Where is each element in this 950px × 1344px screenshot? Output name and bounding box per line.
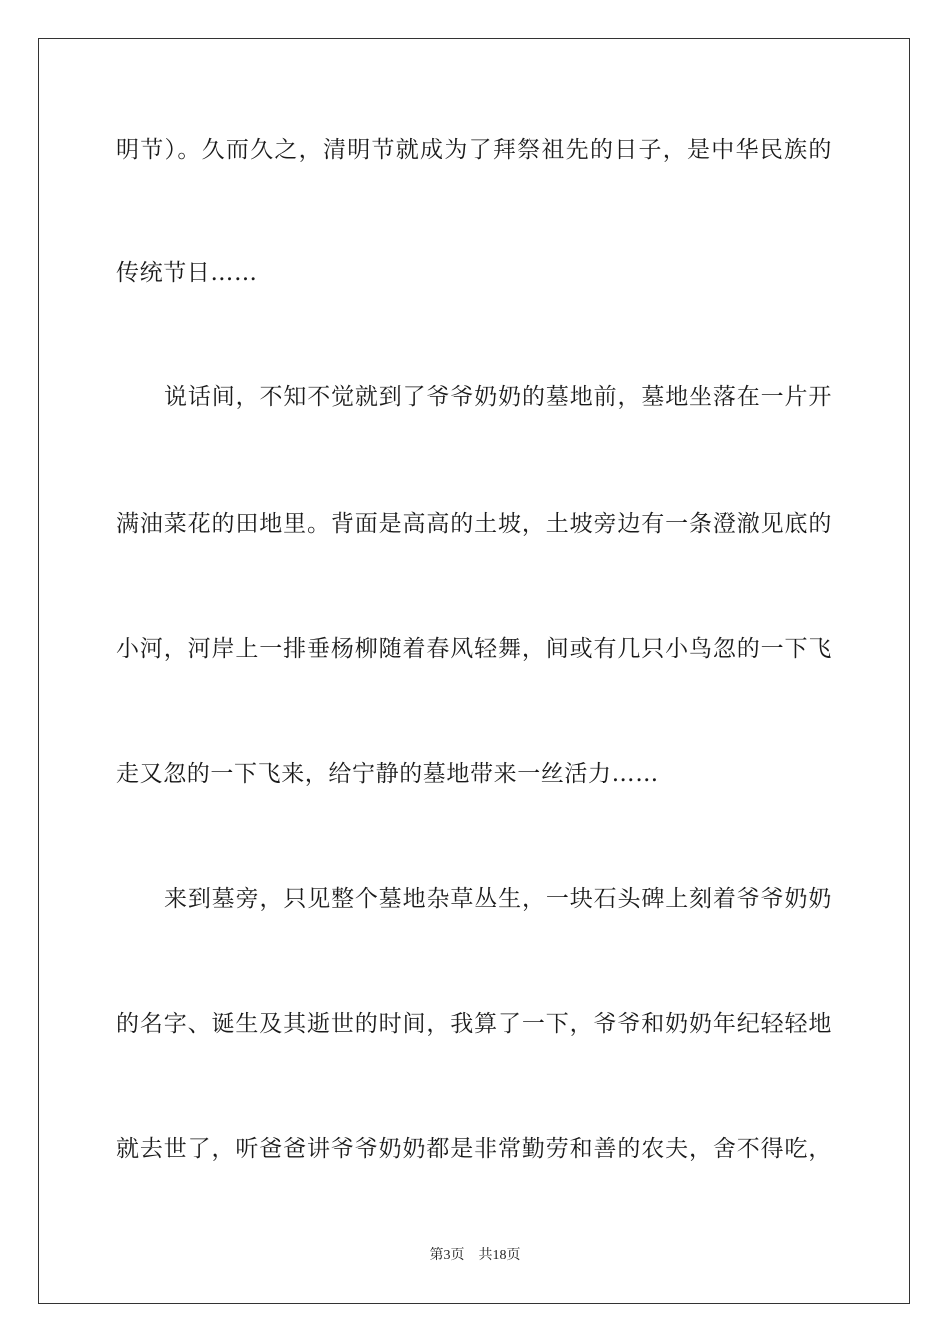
text-line-5: 小河，河岸上一排垂杨柳随着春风轻舞，间或有几只小鸟忽的一下飞 xyxy=(116,636,832,662)
page-number: 第3页 xyxy=(429,1248,465,1263)
total-pages: 共18页 xyxy=(478,1248,521,1263)
text-line-8: 的名字、诞生及其逝世的时间，我算了一下，爷爷和奶奶年纪轻轻地 xyxy=(116,1011,832,1037)
text-line-6: 走又忽的一下飞来，给宁静的墓地带来一丝活力…… xyxy=(116,761,659,787)
text-line-2: 传统节日…… xyxy=(116,260,258,286)
page-footer xyxy=(0,1247,950,1265)
text-line-1: 明节）。久而久之，清明节就成为了拜祭祖先的日子，是中华民族的 xyxy=(116,137,832,163)
text-line-7: 来到墓旁，只见整个墓地杂草丛生，一块石头碑上刻着爷爷奶奶 xyxy=(164,886,832,912)
text-line-4: 满油菜花的田地里。背面是高高的土坡，土坡旁边有一条澄澈见底的 xyxy=(116,511,832,537)
text-line-3: 说话间，不知不觉就到了爷爷奶奶的墓地前，墓地坐落在一片开 xyxy=(164,384,832,410)
text-line-9: 就去世了，听爸爸讲爷爷奶奶都是非常勤劳和善的农夫，舍不得吃， xyxy=(116,1136,832,1162)
page-border xyxy=(38,38,910,1304)
